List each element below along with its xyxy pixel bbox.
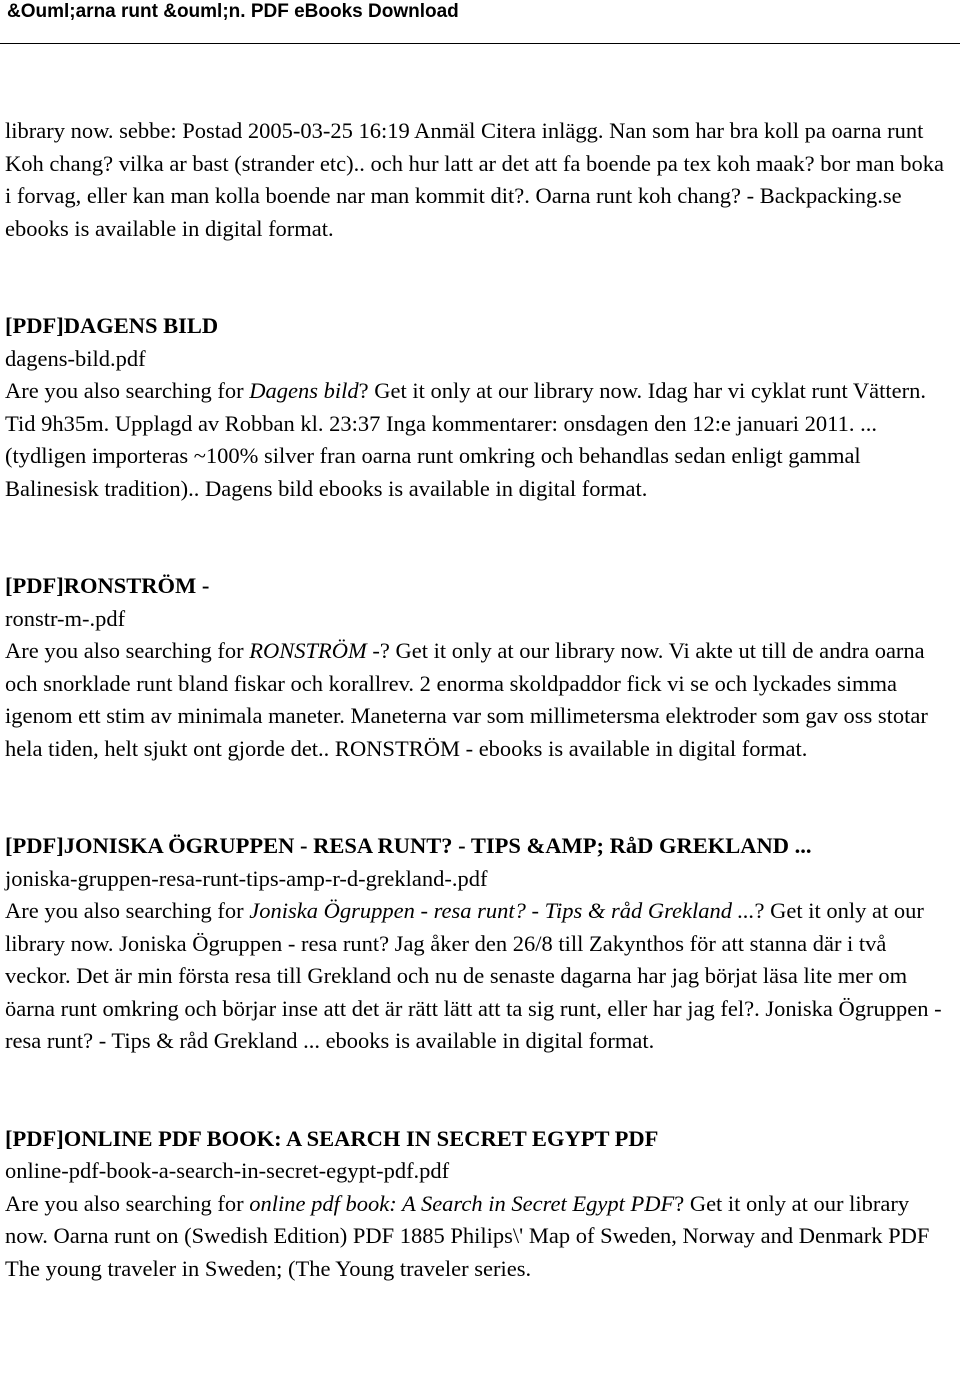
entry-description (5, 1188, 955, 1286)
entry-title[interactable]: [PDF]RONSTRÖM - (5, 573, 210, 598)
entry-filename: online-pdf-book-a-search-in-secret-egypt-pdf.pdf (5, 1158, 450, 1183)
entry-text: ? Get it only at our library now. Oarna runt on (Swedish Edition) PDF 1885 Philips\' Map of Sweden, Norway and Denmark PDF The young traveler in Sweden; (The Young traveler series. (5, 1190, 930, 1281)
search-prefix: Are you also searching for (5, 638, 250, 663)
entry-filename: dagens-bild.pdf (5, 345, 146, 371)
search-term: Dagens bild (249, 378, 359, 403)
search-prefix: Are you also searching for (5, 898, 250, 923)
entry-description (5, 635, 955, 765)
entry-filename: joniska-gruppen-resa-runt-tips-amp-r-d-grekland-.pdf (5, 865, 488, 891)
entry-title[interactable]: [PDF]JONISKA ÖGRUPPEN - RESA RUNT? - TIPS &AMP; RåD GREKLAND ... (5, 833, 812, 858)
search-term: Joniska Ögruppen - resa runt? - Tips & råd Grekland ... (249, 898, 755, 923)
entry-ronstrom (5, 570, 955, 765)
entry-joniska-ogruppen (5, 830, 955, 1058)
entry-text: ? Get it only at our library now. Idag har vi cyklat runt Vättern. Tid 9h35m. Upplagd av Robban kl. 23:37 Inga kommentarer: onsdagen den 12:e januari 2011. ... (tydligen importeras ~100% silver fran oarna runt omkring och behandlas sedan enligt gammal Balinesisk tradition).. Dagens bild ebooks is available in digital format. (5, 378, 927, 501)
entry-title[interactable]: [PDF]DAGENS BILD (5, 313, 219, 338)
entry-secret-egypt (5, 1123, 955, 1286)
page-header-title: &Ouml;arna runt &ouml;n. PDF eBooks Download (7, 1, 459, 22)
search-prefix: Are you also searching for (5, 1190, 250, 1216)
entry-text: ? Get it only at our library now. Joniska Ögruppen - resa runt? Jag åker den 26/8 till Zakynthos för att stanna där i två veckor. Det är min första resa till Grekland och nu de senaste dagarna har jag börjat läsa lite mer om öarna runt omkring och börjar inse att det är rätt lätt att ta sig runt, eller har jag fel?. Joniska Ögruppen - resa runt? - Tips & råd Grekland ... ebooks is available in digital format. (5, 898, 942, 1053)
entry-description (5, 375, 955, 505)
entry-text: ? Get it only at our library now. Vi akte ut till de andra oarna och snorklade runt bland fiskar och korallrev. 2 enorma skoldpaddor fick vi se och lyckades simma igenom ett stim av minimala maneter. Maneterna var som millimetersma elektroder som gav oss stotar hela tiden, helt sjukt ont gjorde det.. RONSTRÖM - ebooks is available in digital format. (5, 638, 928, 761)
entry-description (5, 895, 955, 1058)
header-divider (0, 43, 960, 44)
search-term: RONSTRÖM - (249, 638, 380, 663)
search-term: online pdf book: A Search in Secret Egypt PDF (249, 1190, 675, 1216)
entry-title[interactable]: [PDF]ONLINE PDF BOOK: A SEARCH IN SECRET EGYPT PDF (5, 1125, 659, 1151)
entry-filename: ronstr-m-.pdf (5, 605, 126, 631)
entry-dagens-bild (5, 310, 955, 505)
intro-paragraph: library now. sebbe: Postad 2005-03-25 16:19 Anmäl Citera inlägg. Nan som har bra koll pa oarna runt Koh chang? vilka ar bast (strander etc).. och hur latt ar det att fa boende pa tex koh maak? bor man boka i forvag, eller kan man kolla boende nar man kommit dit?. Oarna runt koh chang? - Backpacking.se ebooks is available in digital format. (5, 118, 945, 241)
search-prefix: Are you also searching for (5, 378, 250, 403)
document-body (5, 115, 955, 1285)
